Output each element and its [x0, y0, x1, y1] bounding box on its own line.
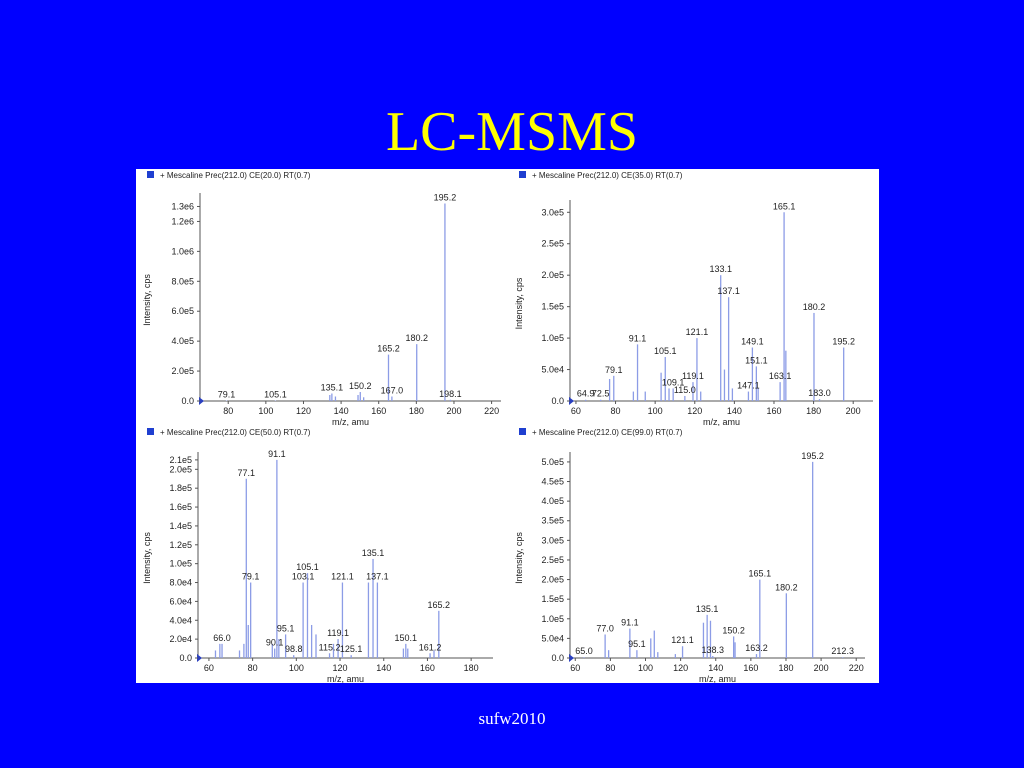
peak-label: 150.2: [722, 625, 745, 636]
slide-title: LC-MSMS: [385, 101, 639, 163]
y-tick-label: 3.0e5: [541, 535, 564, 546]
x-axis-title: m/z, amu: [702, 417, 741, 426]
y-axis-title: Intensity, cps: [142, 274, 152, 326]
x-tick-label: 140: [708, 663, 724, 673]
peak-label: 150.1: [394, 632, 418, 643]
x-tick-label: 200: [845, 406, 861, 416]
x-tick-label: 200: [813, 663, 829, 673]
peak-label: 161.2: [418, 642, 442, 653]
x-tick-label: 60: [570, 406, 581, 416]
spectrum-panel-ce35: [508, 169, 879, 426]
x-tick-label: 100: [288, 663, 304, 673]
peak-label: 121.1: [685, 327, 709, 338]
peak-label: 105.1: [653, 345, 677, 356]
y-tick-label: 4.0e4: [169, 615, 192, 626]
y-tick-label: 2.1e5: [169, 454, 192, 465]
y-tick-label: 1.3e6: [171, 201, 194, 212]
x-axis-title: m/z, amu: [326, 674, 365, 683]
y-tick-label: 2.0e5: [171, 366, 194, 377]
y-tick-label: 4.0e5: [541, 496, 564, 507]
y-axis-title: Intensity, cps: [142, 532, 152, 584]
y-tick-label: 1.0e5: [541, 333, 564, 344]
peak-label: 77.1: [237, 467, 256, 478]
peak-label: 198.1: [439, 388, 462, 399]
peak-label: 119.1: [327, 628, 350, 639]
y-tick-label: 6.0e4: [169, 596, 192, 607]
peak-label: 91.1: [621, 617, 639, 628]
y-tick-label: 3.0e5: [541, 207, 564, 218]
y-tick-label: 1.5e5: [541, 301, 564, 312]
peak-label: 79.1: [605, 364, 623, 375]
x-tick-label: 100: [258, 406, 274, 416]
x-tick-label: 120: [295, 406, 311, 416]
x-tick-label: 140: [376, 663, 392, 673]
peak-label: 90.1: [265, 637, 284, 648]
peak-label: 66.0: [213, 632, 231, 643]
spectrum-panel-ce20: [136, 169, 507, 426]
y-tick-label: 4.5e5: [541, 476, 564, 487]
x-tick-label: 140: [333, 406, 349, 416]
peak-label: 95.1: [628, 639, 646, 650]
peak-label: 115.0: [673, 384, 696, 395]
peak-label: 212.3: [831, 646, 854, 657]
peak-label: 137.1: [717, 286, 740, 297]
peak-label: 163.2: [745, 643, 768, 654]
y-tick-label: 0.0: [551, 396, 564, 406]
peak-label: 79.1: [241, 571, 260, 582]
y-tick-label: 1.8e5: [169, 483, 192, 494]
x-tick-label: 60: [203, 663, 214, 673]
y-tick-label: 1.0e5: [541, 613, 564, 624]
x-tick-label: 140: [726, 406, 742, 416]
peak-label: 64.9: [576, 388, 595, 399]
y-tick-label: 5.0e4: [541, 633, 564, 644]
peak-label: 195.2: [832, 336, 855, 347]
peak-label: 119.1: [682, 371, 704, 382]
legend-label: + Mescaline Prec(212.0) CE(35.0) RT(0.7): [532, 171, 683, 180]
x-tick-label: 220: [484, 406, 500, 416]
y-tick-label: 6.0e5: [171, 306, 194, 317]
y-tick-label: 2.0e5: [541, 270, 564, 281]
peak-label: 105.1: [296, 562, 319, 573]
y-tick-label: 1.0e5: [169, 558, 192, 569]
x-tick-label: 120: [332, 663, 348, 673]
spectrum-chart-ce35: [508, 169, 879, 426]
legend-label: + Mescaline Prec(212.0) CE(50.0) RT(0.7): [160, 428, 311, 437]
legend-marker: [147, 171, 154, 178]
y-tick-label: 8.0e5: [171, 276, 194, 287]
x-tick-label: 180: [778, 663, 794, 673]
x-tick-label: 120: [687, 406, 703, 416]
x-tick-label: 180: [806, 406, 822, 416]
x-tick-label: 160: [371, 406, 387, 416]
peak-label: 165.2: [377, 343, 400, 354]
peak-label: 150.2: [349, 381, 372, 392]
peak-label: 135.1: [320, 382, 344, 393]
peak-label: 137.1: [366, 571, 389, 582]
peak-label: 149.1: [741, 336, 764, 347]
y-tick-label: 2.5e5: [541, 238, 564, 249]
peak-label: 163.1: [768, 371, 792, 382]
x-tick-label: 100: [647, 406, 663, 416]
spectrum-panel-ce50: [136, 426, 507, 683]
y-tick-label: 1.6e5: [169, 502, 192, 513]
peak-label: 165.1: [772, 201, 796, 212]
peak-label: 72.5: [591, 388, 610, 399]
y-tick-label: 0.0: [551, 653, 564, 663]
y-tick-label: 0.0: [179, 653, 192, 663]
x-tick-label: 100: [637, 663, 654, 673]
peak-label: 151.1: [745, 355, 768, 366]
peak-label: 91.1: [268, 448, 286, 459]
y-tick-label: 2.0e5: [169, 464, 192, 475]
y-axis-title: Intensity, cps: [514, 277, 524, 330]
peak-label: 79.1: [217, 389, 236, 400]
legend-marker: [519, 428, 526, 435]
peak-label: 165.1: [748, 568, 772, 579]
peak-label: 138.3: [701, 645, 725, 656]
x-tick-label: 80: [247, 663, 258, 673]
peak-label: 135.1: [361, 547, 385, 558]
y-tick-label: 3.5e5: [541, 515, 564, 526]
x-tick-label: 200: [446, 406, 462, 416]
peak-label: 98.8: [284, 644, 303, 655]
peak-label: 180.2: [802, 301, 826, 312]
peak-label: 183.0: [808, 388, 831, 399]
spectrum-panel-ce99: [508, 426, 879, 683]
legend-label: + Mescaline Prec(212.0) CE(99.0) RT(0.7): [532, 428, 683, 437]
spectrum-chart-ce20: [136, 169, 507, 426]
y-tick-label: 5.0e5: [541, 456, 564, 467]
y-tick-label: 0.0: [181, 396, 194, 406]
y-tick-label: 1.0e6: [171, 246, 194, 257]
peak-label: 195.2: [801, 450, 824, 461]
y-tick-label: 2.5e5: [541, 554, 564, 565]
peak-label: 180.2: [405, 333, 428, 344]
peak-label: 109.1: [661, 377, 685, 388]
peak-label: 115.2: [318, 642, 341, 653]
peak-label: 121.1: [331, 571, 354, 582]
peak-label: 95.1: [276, 623, 295, 634]
x-tick-label: 80: [223, 406, 234, 416]
peak-label: 167.0: [380, 385, 404, 396]
slide-footer: sufw2010: [478, 709, 546, 728]
peak-label: 121.1: [671, 635, 694, 646]
peak-label: 77.0: [596, 623, 614, 634]
peak-label: 195.2: [433, 192, 457, 203]
peak-label: 133.1: [709, 264, 732, 275]
x-tick-label: 160: [743, 663, 759, 673]
spectra-figure: [136, 169, 879, 683]
y-tick-label: 1.5e5: [541, 594, 564, 605]
x-tick-label: 180: [408, 406, 424, 416]
y-axis-title: Intensity, cps: [514, 532, 524, 584]
x-tick-label: 220: [848, 663, 864, 673]
peak-label: 105.1: [264, 389, 287, 400]
y-tick-label: 2.0e4: [169, 634, 192, 645]
peak-label: 147.1: [737, 380, 760, 391]
peak-label: 91.1: [628, 333, 647, 344]
x-tick-label: 180: [463, 663, 479, 673]
y-tick-label: 4.0e5: [171, 336, 194, 347]
x-tick-label: 160: [419, 663, 435, 673]
legend-label: + Mescaline Prec(212.0) CE(20.0) RT(0.7): [160, 171, 311, 180]
spectrum-chart-ce50: [136, 426, 507, 683]
spectrum-chart-ce99: [508, 426, 879, 683]
x-tick-label: 120: [673, 663, 689, 673]
legend-marker: [519, 171, 526, 178]
peak-label: 65.0: [575, 646, 593, 657]
peak-label: 103.1: [291, 571, 315, 582]
y-tick-label: 1.2e6: [171, 216, 194, 227]
x-axis-title: m/z, amu: [698, 674, 737, 683]
y-tick-label: 2.0e5: [541, 574, 564, 585]
peak-label: 180.2: [775, 582, 798, 593]
y-tick-label: 5.0e4: [541, 364, 564, 375]
x-tick-label: 60: [570, 663, 581, 673]
x-axis-title: m/z, amu: [331, 417, 370, 426]
peak-label: 125.1: [339, 644, 363, 655]
y-tick-label: 8.0e4: [169, 577, 192, 588]
x-tick-label: 160: [766, 406, 782, 416]
peak-label: 165.2: [427, 599, 451, 610]
x-tick-label: 80: [610, 406, 621, 416]
y-tick-label: 1.2e5: [169, 539, 192, 550]
legend-marker: [147, 428, 154, 435]
peak-label: 135.1: [695, 603, 719, 614]
y-tick-label: 1.4e5: [169, 520, 192, 531]
x-tick-label: 80: [605, 663, 616, 673]
